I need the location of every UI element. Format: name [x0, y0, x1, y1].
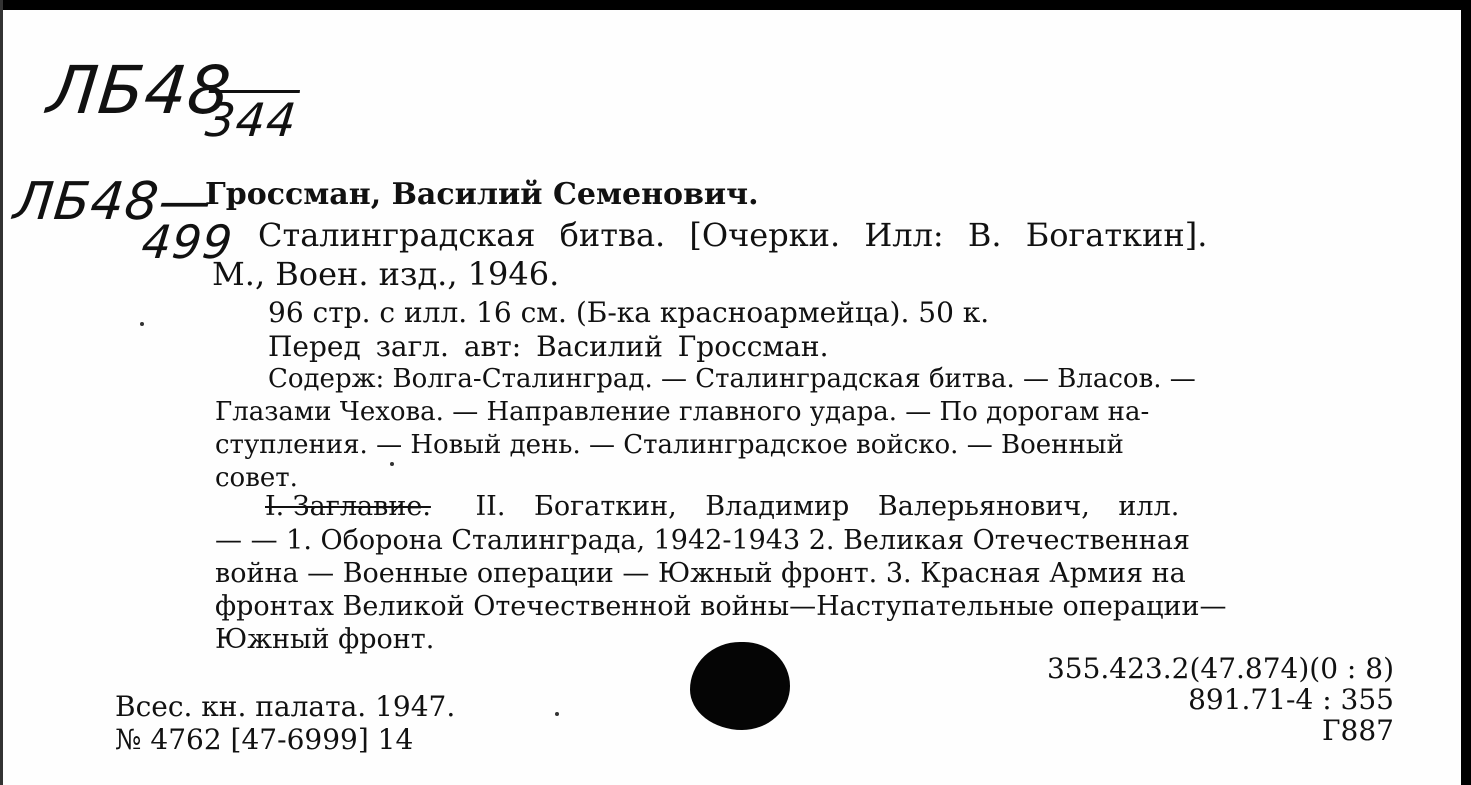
ink-blot [690, 642, 790, 730]
illustrator-tracing: II. Богаткин, Владимир Валерьянович, илл. [475, 491, 1180, 522]
registration-number: № 4762 [47-6999] 14 [115, 723, 414, 756]
tracing-line [265, 490, 1179, 524]
title-line-1 [258, 218, 1393, 252]
title-text: Сталинградская битва. [Очерки. Илл: В. Богаткин]. [258, 216, 1208, 254]
handwritten-call-number: ЛБ48 [43, 52, 235, 129]
speck [555, 712, 559, 716]
subject-line: война — Военные операции — Южный фронт. 3. Красная Армия на [215, 558, 1186, 589]
speck [140, 322, 144, 326]
card-top-edge [0, 0, 1471, 10]
contents-line: совет. [215, 463, 298, 493]
classification-2: 891.71-4 : 355 [1188, 683, 1394, 716]
handwritten-item-number: 499 [139, 215, 236, 269]
collation: 96 стр. с илл. 16 см. (Б-ка красноармейца). 50 к. [268, 296, 990, 329]
author-heading: Гроссман, Василий Семенович. [205, 177, 759, 212]
struck-tracing: I. Заглавие. [265, 491, 431, 522]
contents-line: Содерж: Волга-Сталинград. — Сталинградская битва. — Власов. — [268, 364, 1196, 394]
subject-line: фронтах Великой Отечественной войны—Наступательные операции— [215, 591, 1227, 622]
book-chamber: Всес. кн. палата. 1947. [115, 690, 456, 723]
handwritten-shelf-number: 344 [203, 90, 300, 147]
card-right-edge [1461, 0, 1471, 785]
contents-line: ступления. — Новый день. — Сталинградское войско. — Военный [215, 430, 1124, 460]
title-line-2: М., Воен. изд., 1946. [212, 255, 560, 293]
subject-line: — — 1. Оборона Сталинграда, 1942-1943 2. Великая Отечественная [215, 525, 1190, 556]
handwritten-call-number-secondary: ЛБ48— [10, 172, 216, 232]
subject-line: Южный фронт. [215, 624, 435, 655]
speck [390, 462, 394, 466]
classification-1: 355.423.2(47.874)(0 : 8) [1046, 652, 1394, 685]
author-note: Перед загл. авт: Василий Гроссман. [268, 330, 829, 363]
author-mark: Г887 [1322, 714, 1394, 747]
card-left-edge [0, 0, 3, 785]
contents-line: Глазами Чехова. — Направление главного удара. — По дорогам на- [215, 397, 1150, 427]
